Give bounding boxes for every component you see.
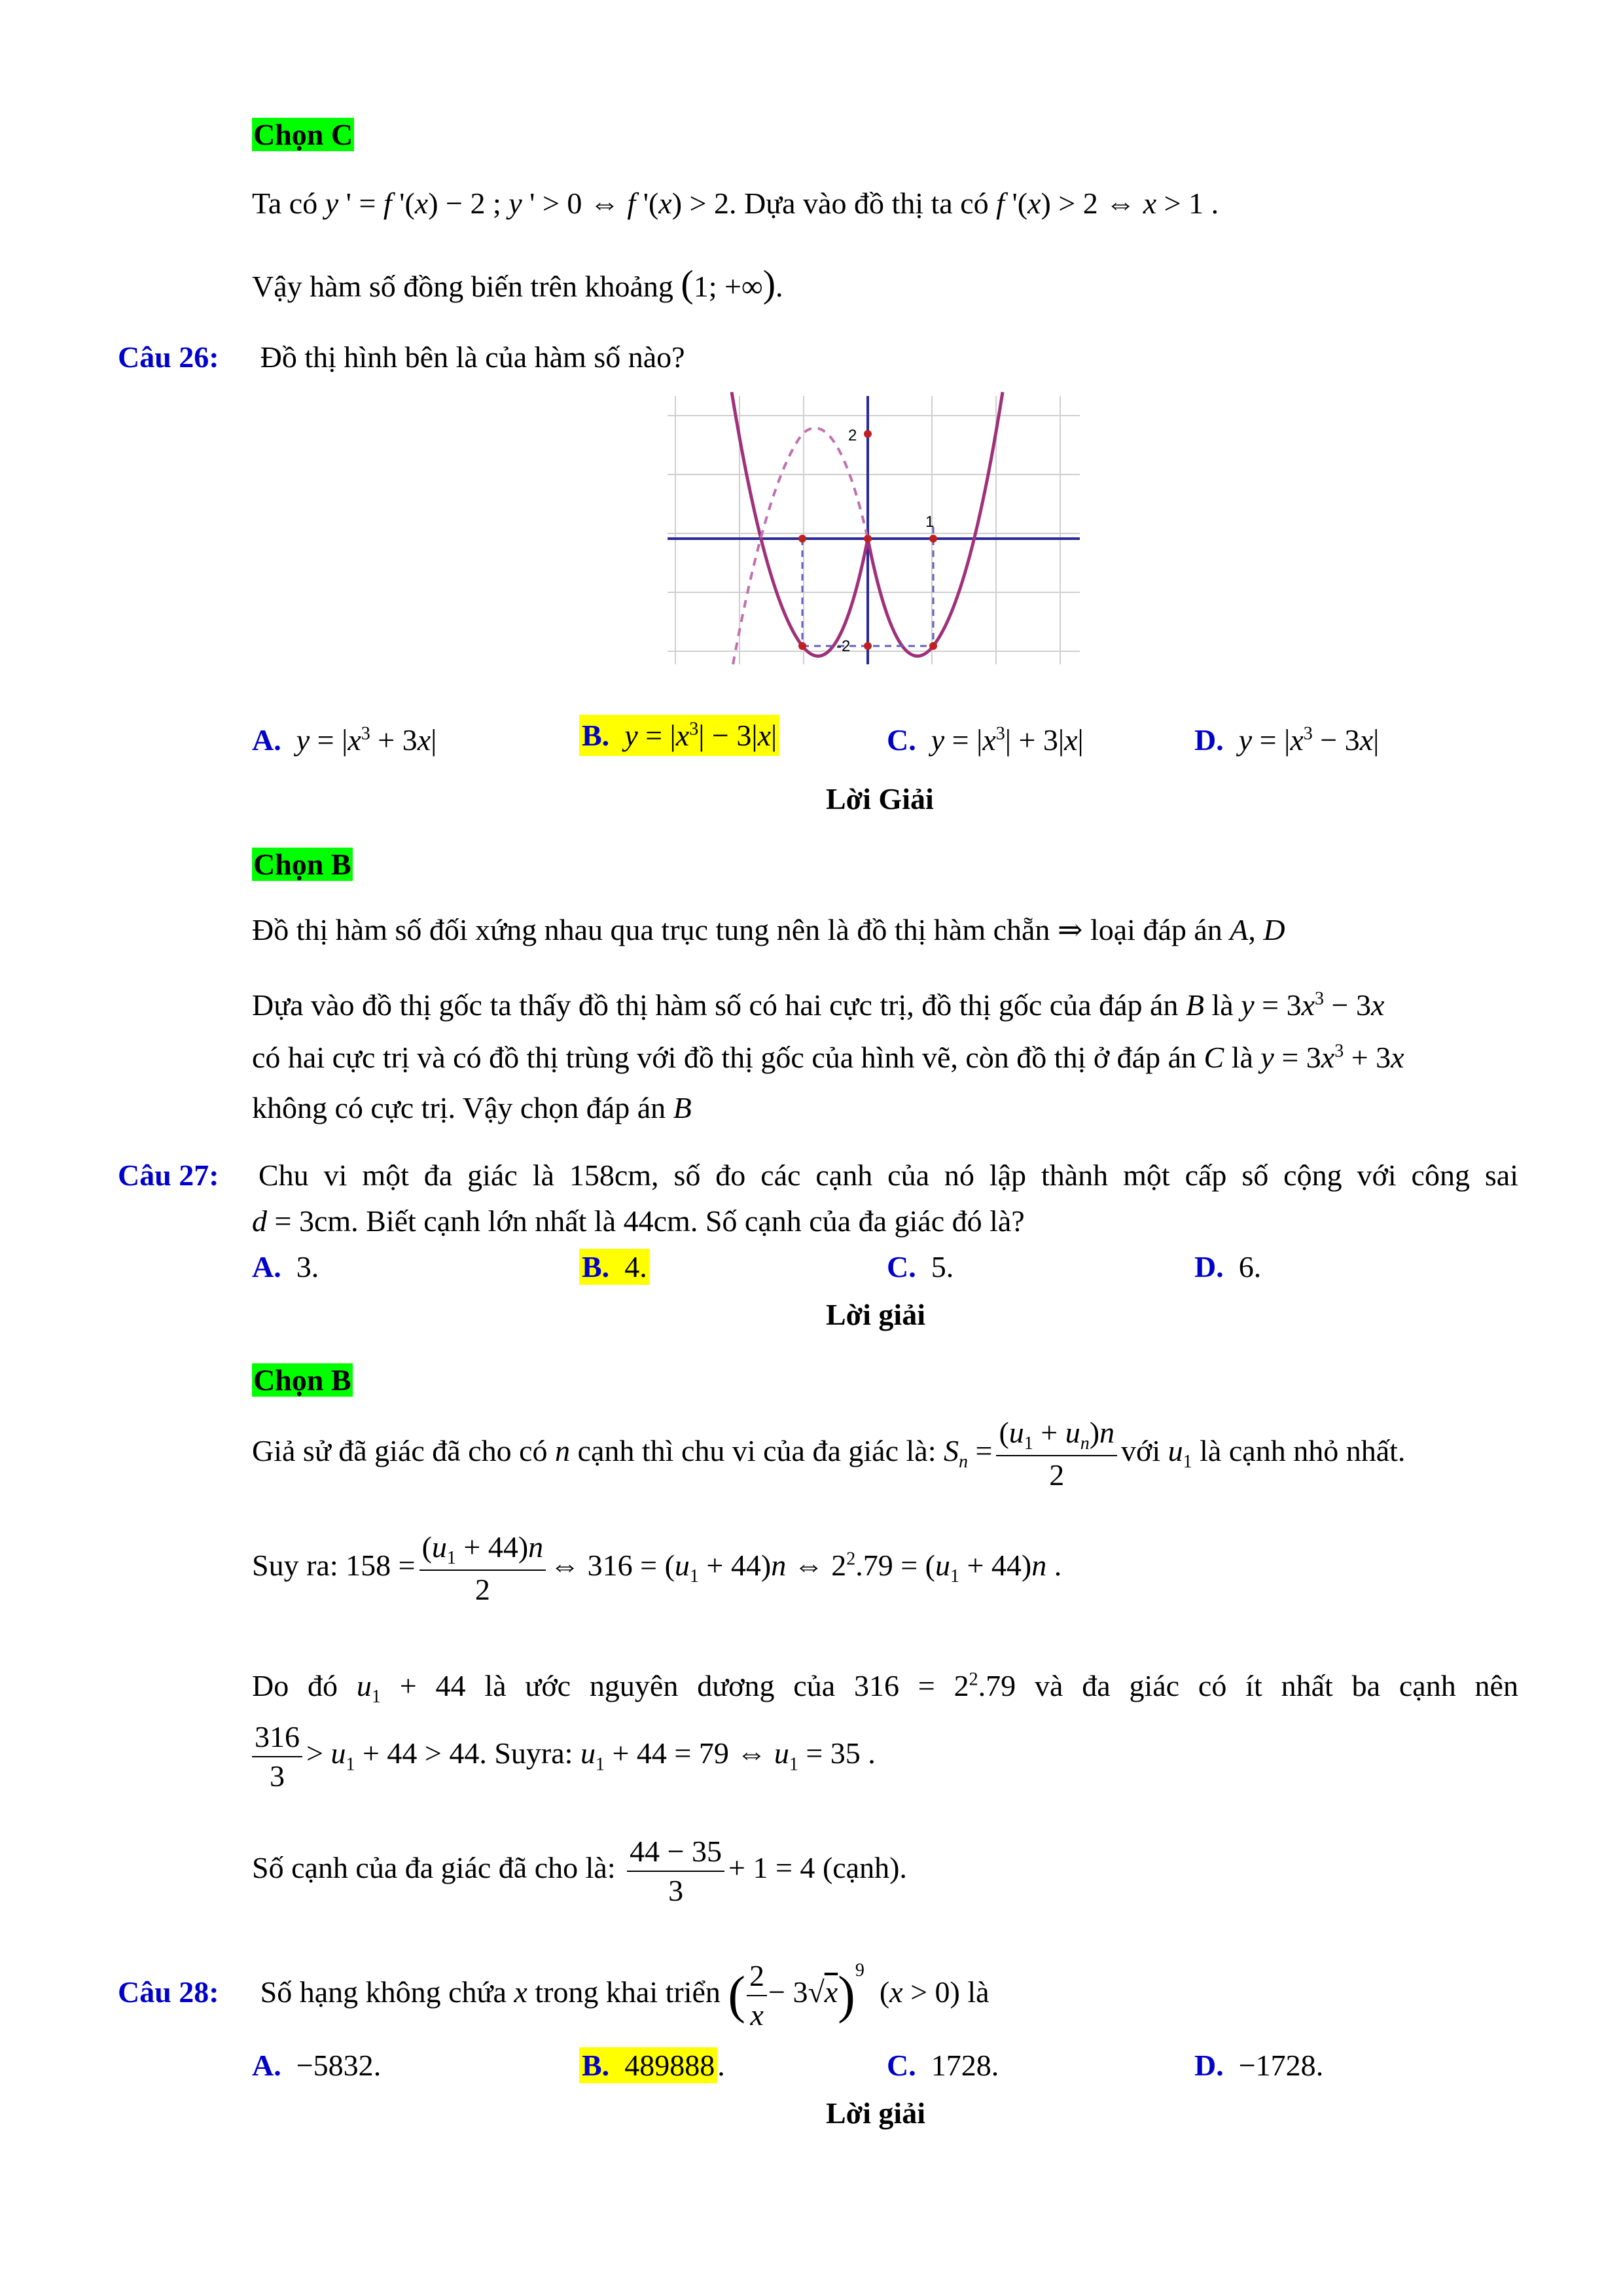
q28-solution-heading: Lời giải bbox=[826, 2096, 925, 2130]
tick-label-1: 1 bbox=[925, 513, 935, 531]
highlighted-answer: B. $y = |x^3| - 3|x|$ bbox=[579, 715, 779, 756]
q26-sol-line4: không có cực trị. Vậy chọn đáp án B bbox=[252, 1091, 692, 1124]
q26-sol-line2: Dựa vào đồ thị gốc ta thấy đồ thị hàm số có hai cực trị, đồ thị gốc của đáp án B là $y = 3x^3 - 3x$ bbox=[252, 988, 1385, 1022]
chon-label: Chọn B bbox=[253, 848, 351, 881]
q28-option-d[interactable]: D. −1728. bbox=[1194, 2049, 1324, 2082]
chon-label: Chọn C bbox=[253, 118, 353, 151]
q26-option-d[interactable]: D. $y = |x^3 - 3x|$ bbox=[1194, 723, 1380, 757]
question-text: Đồ thị hình bên là của hàm số nào? bbox=[260, 340, 685, 374]
grid bbox=[668, 396, 1080, 664]
s25-line2: Vậy hàm số đồng biến trên khoảng (1; +∞). bbox=[252, 262, 783, 305]
q26-option-c[interactable]: C. $y = |x^3| + 3|x|$ bbox=[887, 723, 1084, 757]
question-28: Câu 28: Số hạng không chứa x trong khai triển ( $\frac{2}{x}$ − 3√x)$^9$ (x > 0) là bbox=[118, 1957, 990, 2034]
tick-label-2: 2 bbox=[848, 427, 857, 444]
answer-chon-c bbox=[252, 115, 354, 155]
highlighted-answer: B. 489888 bbox=[579, 2047, 717, 2083]
curve-left bbox=[732, 392, 868, 656]
q27-option-b[interactable] bbox=[579, 1247, 650, 1287]
q27-option-c[interactable]: C. 5. bbox=[887, 1250, 954, 1283]
q26-chon-b bbox=[252, 844, 353, 885]
s25-line1: Ta có y ' = f '(x) − 2 ; y ' > 0 ⇔ f '(x) > 2. Dựa vào đồ thị ta có f '(x) > 2 ⇔ x > 1 . bbox=[252, 187, 1219, 220]
function-graph bbox=[661, 389, 1086, 671]
q27-sol-line5: Số cạnh của đa giác đã cho là: $\frac{44 - 35}{3}$ + 1 = 4 (cạnh). bbox=[252, 1833, 907, 1909]
q28-option-b[interactable]: B. 489888. bbox=[579, 2045, 725, 2086]
chon-label: Chọn B bbox=[253, 1363, 351, 1397]
question-label: Câu 28: bbox=[118, 1975, 219, 2009]
q26-sol-line3: có hai cực trị và có đồ thị trùng với đồ thị gốc của hình vẽ, còn đồ thị ở đáp án C là $y = 3x^3 + 3x$ bbox=[252, 1041, 1404, 1074]
q27-option-a[interactable]: A. 3. bbox=[252, 1250, 319, 1283]
highlighted-answer: B. 4. bbox=[579, 1249, 650, 1285]
fraction-sn: $\frac{(u_1 + u_n)n}{2}$ bbox=[996, 1414, 1117, 1494]
curve-right bbox=[868, 392, 1003, 656]
q27-sol-line4: $\frac{316}{3}$ > $u_1 + 44 > 44$. Suyra: $u_1 + 44 = 79$ ⇔ $u_1 = 35$ . bbox=[252, 1718, 876, 1795]
q26-option-b[interactable] bbox=[579, 715, 779, 756]
q27-sol-line3: Do đó $u_1 + 44$ là ước nguyên dương của $316 = 2^2.79$ và đa giác có ít nhất ba cạnh nên bbox=[252, 1669, 1518, 1708]
question-label: Câu 26: bbox=[118, 340, 219, 374]
fraction-2-x: $\frac{2}{x}$ bbox=[747, 1957, 767, 2034]
q28-option-c[interactable]: C. 1728. bbox=[887, 2049, 999, 2082]
q26-sol-line1: Đồ thị hàm số đối xứng nhau qua trục tung nên là đồ thị hàm chẵn ⇒ loại đáp án A, D bbox=[252, 913, 1285, 946]
fraction-316-3: $\frac{316}{3}$ bbox=[252, 1718, 302, 1795]
question-label: Câu 27: bbox=[118, 1158, 219, 1192]
tick-label-minus-2: -2 bbox=[836, 637, 851, 655]
q27-sol-line1: Giả sử đã giác đã cho có n cạnh thì chu vi của đa giác là: $S_n$ = $\frac{(u_1 + u_n)n}{2}$ với $u_1$ là cạnh nhỏ nhất. bbox=[252, 1414, 1405, 1494]
q27-chon-b bbox=[252, 1360, 353, 1401]
q27-sol-line2: Suy ra: 158 = $\frac{(u_1 + 44)n}{2}$ ⇔ $316 = (u_1 + 44)n$ ⇔ $2^2.79 = (u_1 + 44)n$ . bbox=[252, 1528, 1061, 1609]
graph-svg bbox=[661, 389, 1086, 671]
dashed-original-curve bbox=[733, 428, 868, 664]
q27-option-d[interactable]: D. 6. bbox=[1194, 1250, 1262, 1283]
fraction-sides: $\frac{44 - 35}{3}$ bbox=[627, 1833, 724, 1909]
q27-text-line1: Chu vi một đa giác là 158cm, số đo các cạnh của nó lập thành một cấp số cộng với công sai bbox=[259, 1158, 1518, 1192]
question-27 bbox=[118, 1155, 219, 1196]
q26-option-a[interactable]: A. $y = |x^3 + 3x|$ bbox=[252, 723, 437, 757]
question-26 bbox=[118, 337, 685, 378]
fraction-158: $\frac{(u_1 + 44)n}{2}$ bbox=[419, 1528, 546, 1609]
q28-option-a[interactable]: A. −5832. bbox=[252, 2049, 382, 2082]
q27-solution-heading: Lời giải bbox=[826, 1298, 925, 1331]
q27-text-line2: d = 3cm. Biết cạnh lớn nhất là 44cm. Số cạnh của đa giác đó là? bbox=[252, 1204, 1025, 1238]
q26-solution-heading: Lời Giải bbox=[826, 782, 934, 816]
